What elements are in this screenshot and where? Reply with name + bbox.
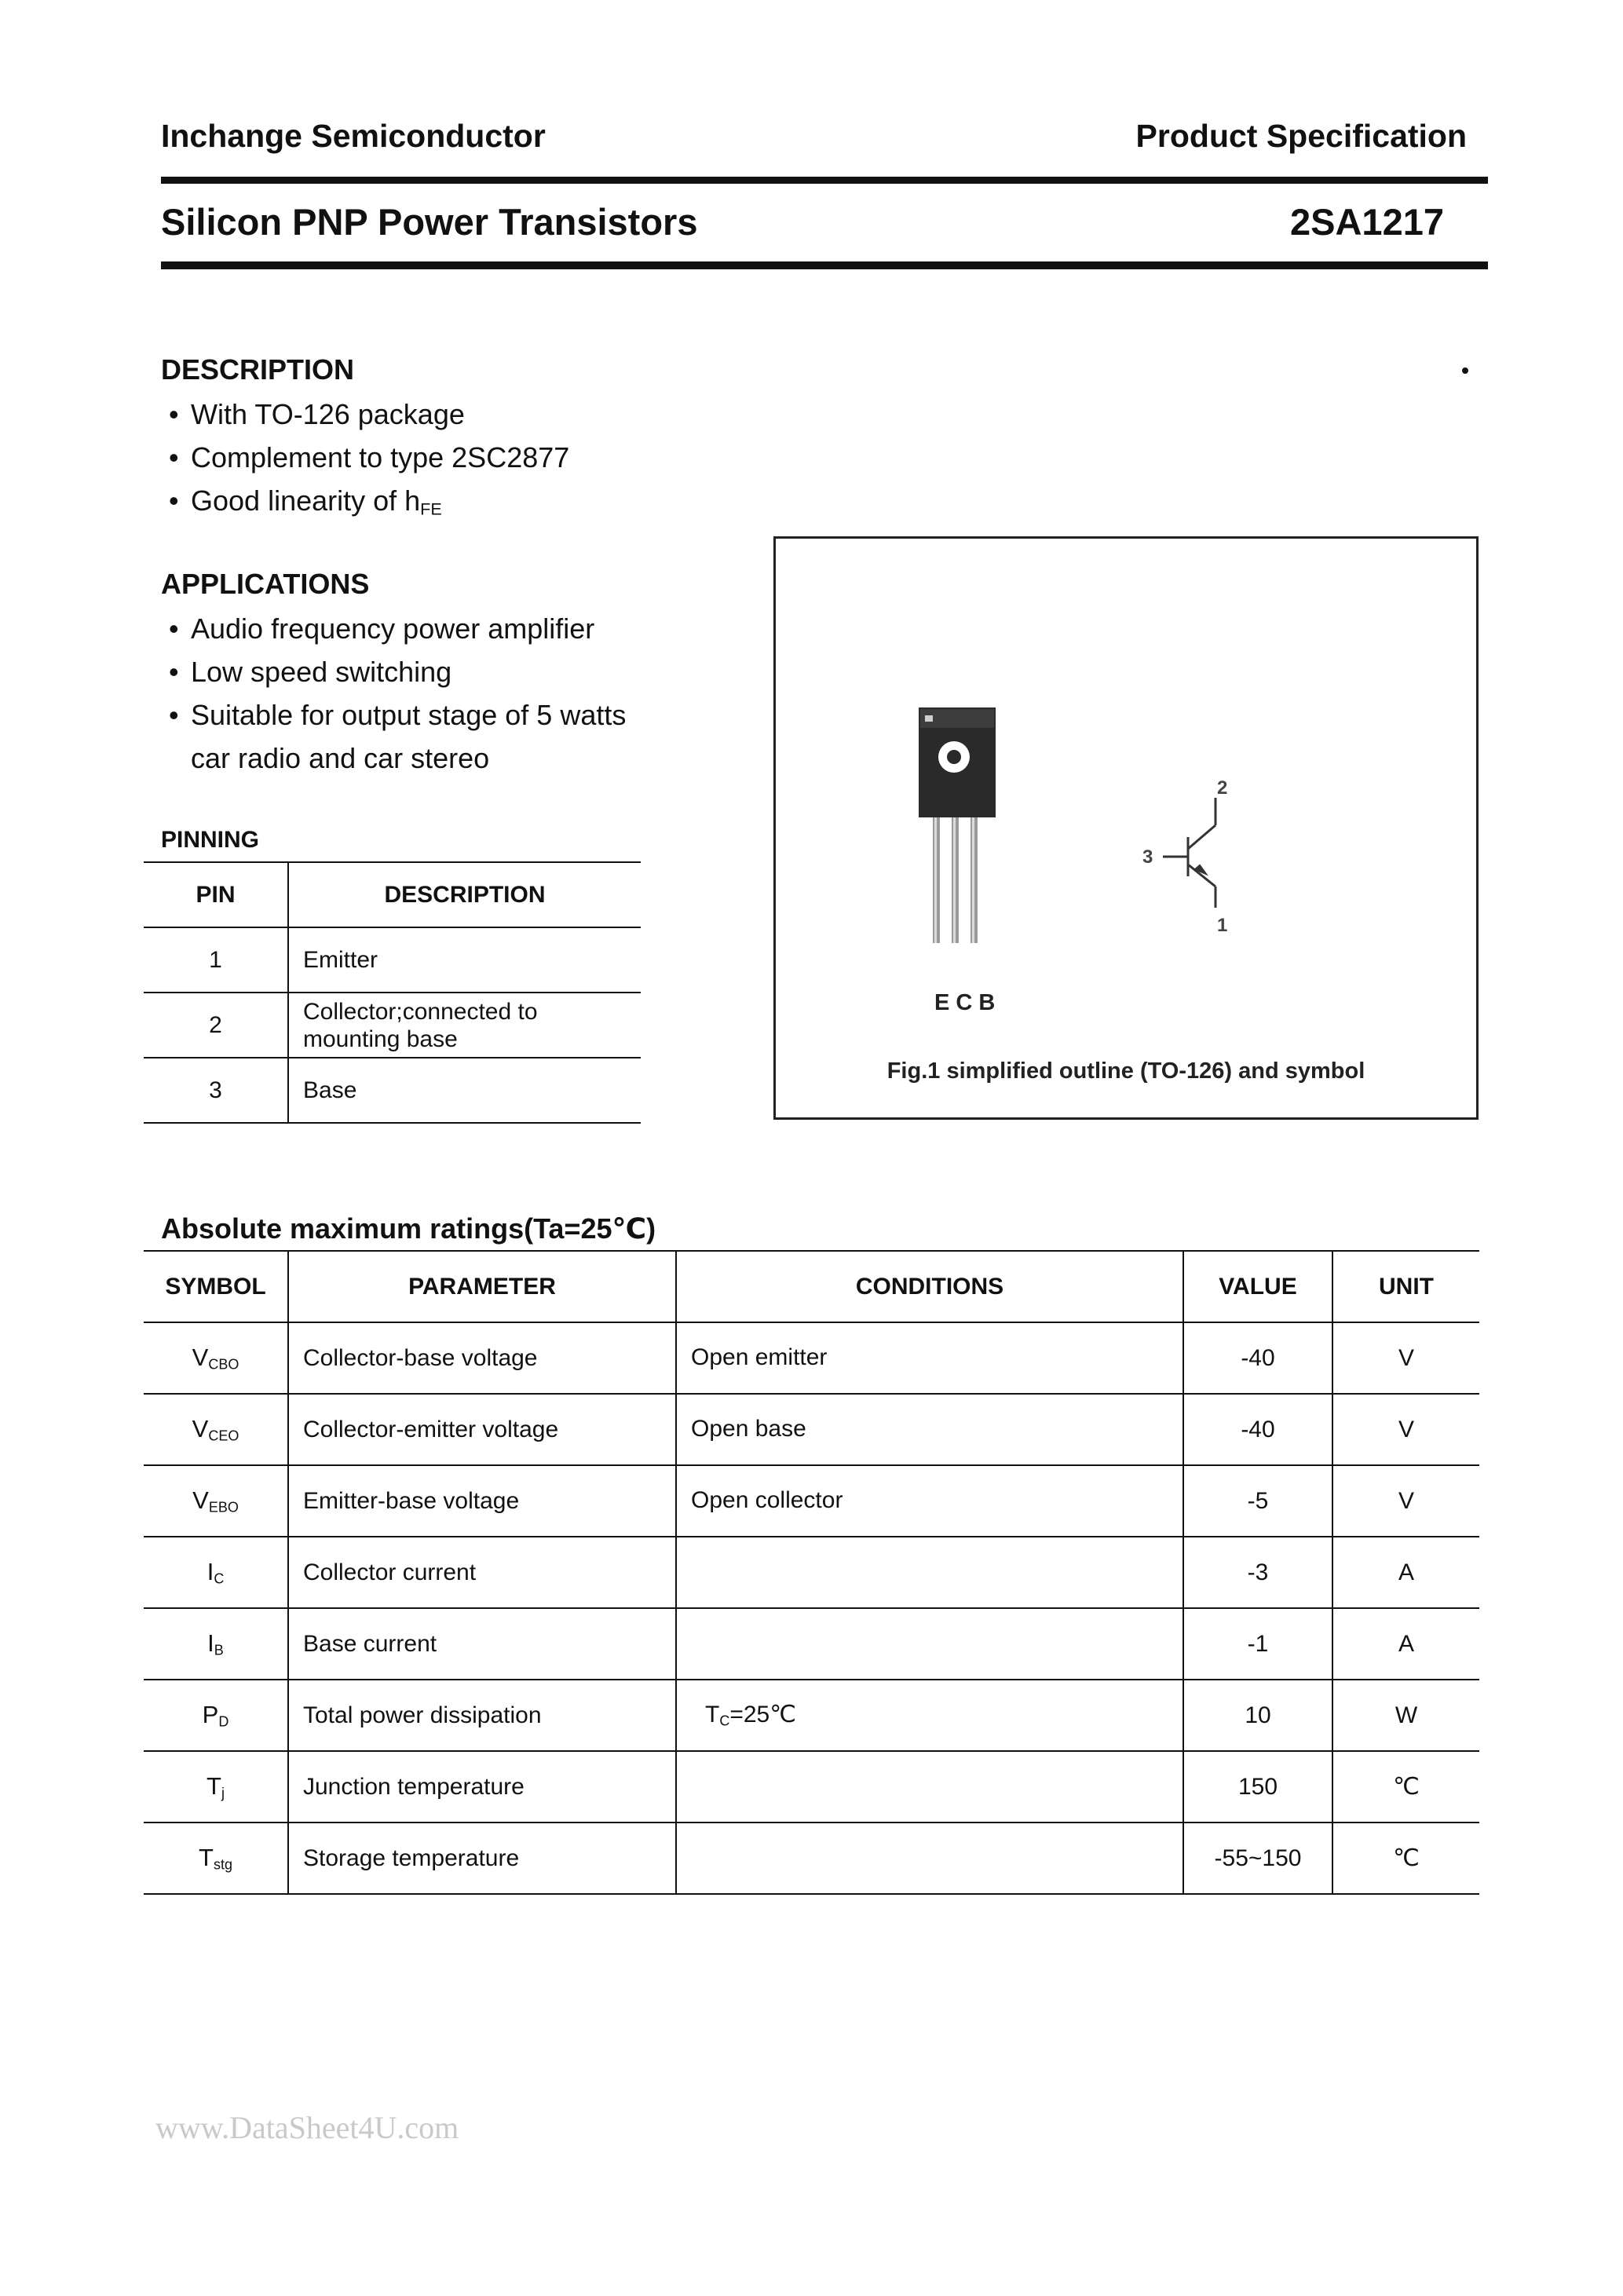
bullet-icon: • xyxy=(169,441,179,473)
value-cell: -55~150 xyxy=(1183,1823,1332,1894)
list-item-continuation: car radio and car stereo xyxy=(191,742,490,774)
header-rule xyxy=(161,177,1488,184)
figure-drawing xyxy=(776,539,1476,1117)
conditions-cell: $T_C=25℃$ xyxy=(676,1680,1183,1751)
value-cell: -40 xyxy=(1183,1322,1332,1394)
parameter-cell: Collector-base voltage xyxy=(288,1322,676,1394)
parameter-cell: Base current xyxy=(288,1608,676,1680)
value-cell: -40 xyxy=(1183,1394,1332,1465)
hfe-subscript: FE xyxy=(420,499,442,519)
conditions-cell: Open collector xyxy=(676,1465,1183,1537)
list-item: • Low speed switching xyxy=(169,650,626,693)
ratings-heading: Absolute maximum ratings(Ta=25℃) xyxy=(161,1212,656,1245)
bullet-icon: • xyxy=(169,699,179,731)
bullet-icon: • xyxy=(169,398,179,430)
table-row xyxy=(144,1322,1479,1394)
symbol-cell: $V_{EBO}$ xyxy=(144,1465,288,1537)
conditions-cell xyxy=(676,1608,1183,1680)
pin-column-header: PIN xyxy=(144,862,288,927)
value-cell: 10 xyxy=(1183,1680,1332,1751)
company-name: Inchange Semiconductor xyxy=(161,118,546,154)
pin-description: Base xyxy=(288,1058,641,1123)
lead-labels: E C B xyxy=(934,990,996,1015)
table-header-row xyxy=(144,1251,1479,1322)
list-item: • With TO-126 package xyxy=(169,393,569,436)
symbol-cell: $V_{CBO}$ xyxy=(144,1322,288,1394)
unit-cell: A xyxy=(1332,1608,1479,1680)
description-column-header: DESCRIPTION xyxy=(288,862,641,927)
applications-list xyxy=(169,607,626,780)
title-rule xyxy=(161,261,1488,269)
watermark[interactable]: www.DataSheet4U.com xyxy=(155,2110,459,2145)
pin-number: 2 xyxy=(144,993,288,1058)
parameter-column-header: PARAMETER xyxy=(288,1251,676,1322)
pinning-heading: PINNING xyxy=(161,827,260,853)
list-item: • Audio frequency power amplifier xyxy=(169,607,626,650)
to126-package-icon xyxy=(919,707,996,943)
stray-dot xyxy=(1462,367,1468,374)
pnp-transistor-symbol-icon xyxy=(1163,798,1215,908)
symbol-cell: $T_{stg}$ xyxy=(144,1823,288,1894)
parameter-cell: Collector current xyxy=(288,1537,676,1608)
pin-description: Collector;connected to mounting base xyxy=(288,993,641,1058)
parameter-cell: Storage temperature xyxy=(288,1823,676,1894)
table-row xyxy=(144,1751,1479,1823)
pin-1-label: 1 xyxy=(1217,915,1228,936)
unit-cell: V xyxy=(1332,1322,1479,1394)
value-cell: 150 xyxy=(1183,1751,1332,1823)
pin-number: 3 xyxy=(144,1058,288,1123)
table-row xyxy=(144,927,641,993)
table-row xyxy=(144,1058,641,1123)
value-cell: -3 xyxy=(1183,1537,1332,1608)
table-row xyxy=(144,1680,1479,1751)
list-item: • Suitable for output stage of 5 watts xyxy=(169,693,626,737)
value-column-header: VALUE xyxy=(1183,1251,1332,1322)
conditions-cell xyxy=(676,1537,1183,1608)
document-title: Silicon PNP Power Transistors xyxy=(161,201,698,243)
pin-description: Emitter xyxy=(288,927,641,993)
pin-3-label: 3 xyxy=(1142,846,1153,868)
symbol-column-header: SYMBOL xyxy=(144,1251,288,1322)
table-row xyxy=(144,993,641,1058)
conditions-column-header: CONDITIONS xyxy=(676,1251,1183,1322)
ratings-table xyxy=(144,1250,1479,1895)
conditions-cell xyxy=(676,1823,1183,1894)
unit-column-header: UNIT xyxy=(1332,1251,1479,1322)
list-item: • Complement to type 2SC2877 xyxy=(169,436,569,479)
part-number: 2SA1217 xyxy=(1290,201,1444,243)
document-type: Product Specification xyxy=(1135,118,1467,154)
conditions-cell: Open base xyxy=(676,1394,1183,1465)
bullet-icon: • xyxy=(169,612,179,645)
description-list xyxy=(169,393,569,530)
parameter-cell: Collector-emitter voltage xyxy=(288,1394,676,1465)
table-row xyxy=(144,1608,1479,1680)
conditions-cell: Open emitter xyxy=(676,1322,1183,1394)
symbol-cell: $T_j$ xyxy=(144,1751,288,1823)
figure-box xyxy=(773,536,1479,1120)
pin-number: 1 xyxy=(144,927,288,993)
value-cell: -5 xyxy=(1183,1465,1332,1537)
conditions-cell xyxy=(676,1751,1183,1823)
bullet-icon: • xyxy=(169,484,179,517)
table-row xyxy=(144,1394,1479,1465)
table-row xyxy=(144,1465,1479,1537)
symbol-cell: $P_D$ xyxy=(144,1680,288,1751)
description-heading: DESCRIPTION xyxy=(161,353,355,386)
table-row xyxy=(144,1537,1479,1608)
parameter-cell: Junction temperature xyxy=(288,1751,676,1823)
unit-cell: W xyxy=(1332,1680,1479,1751)
value-cell: -1 xyxy=(1183,1608,1332,1680)
parameter-cell: Total power dissipation xyxy=(288,1680,676,1751)
unit-cell: ℃ xyxy=(1332,1751,1479,1823)
figure-caption: Fig.1 simplified outline (TO-126) and symbol xyxy=(886,1058,1365,1084)
table-header-row xyxy=(144,862,641,927)
parameter-cell: Emitter-base voltage xyxy=(288,1465,676,1537)
pin-2-label: 2 xyxy=(1217,777,1228,799)
symbol-cell: $V_{CEO}$ xyxy=(144,1394,288,1465)
symbol-cell: $I_C$ xyxy=(144,1537,288,1608)
unit-cell: V xyxy=(1332,1394,1479,1465)
symbol-cell: $I_B$ xyxy=(144,1608,288,1680)
unit-cell: A xyxy=(1332,1537,1479,1608)
bullet-icon: • xyxy=(169,656,179,688)
table-row xyxy=(144,1823,1479,1894)
pinning-table xyxy=(144,861,641,1124)
unit-cell: V xyxy=(1332,1465,1479,1537)
unit-cell: ℃ xyxy=(1332,1823,1479,1894)
applications-heading: APPLICATIONS xyxy=(161,568,370,600)
list-item: • Good linearity of $h_{FE}$ xyxy=(169,479,569,530)
